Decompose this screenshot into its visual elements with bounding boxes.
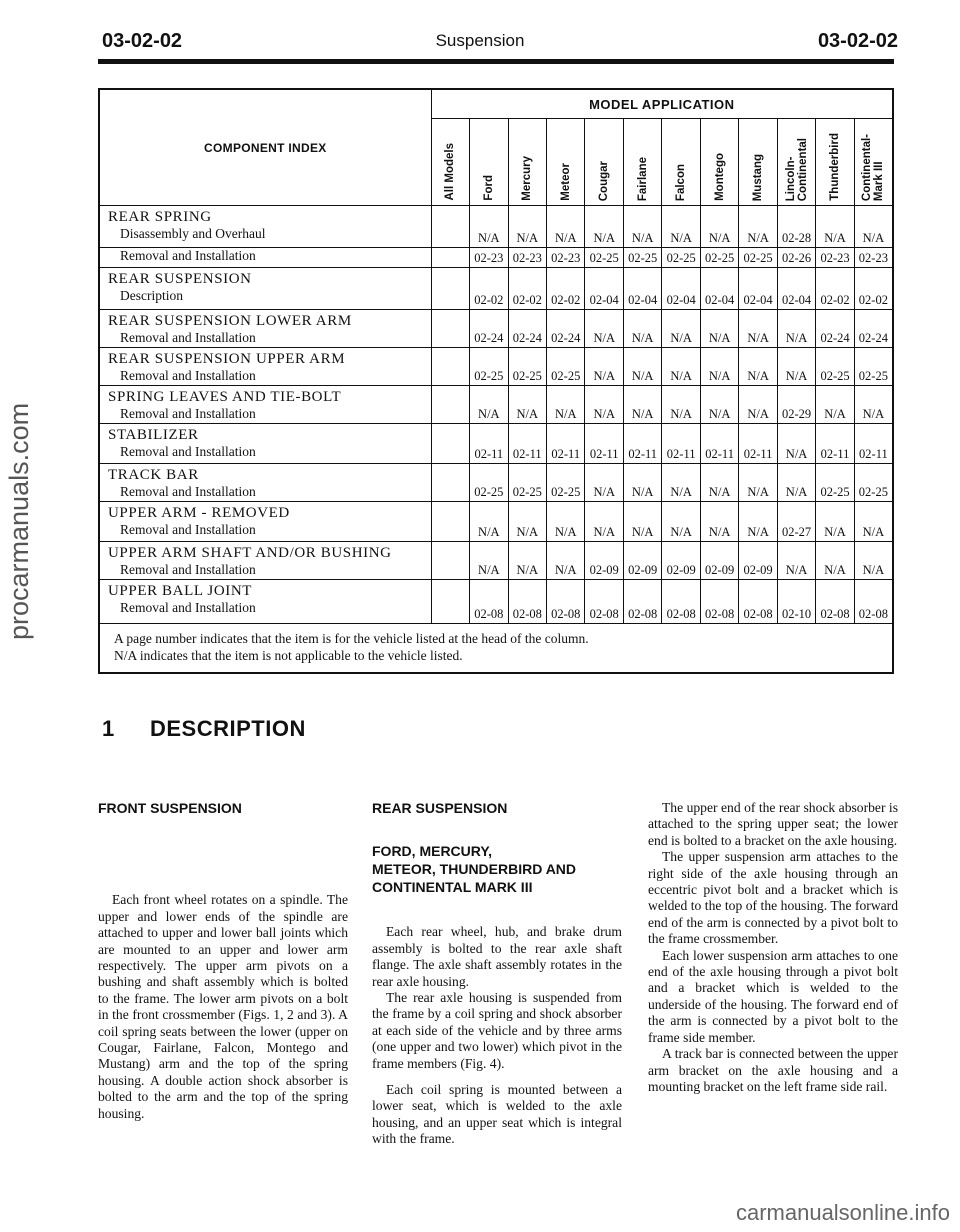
component-cell (99, 206, 431, 248)
page-ref-cell: 02-04 (777, 268, 815, 310)
component-category: REAR SUSPENSION UPPER ARM (108, 351, 346, 367)
page-ref-cell: N/A (816, 542, 854, 580)
page-ref-cell: N/A (585, 348, 623, 386)
page-ref-cell: N/A (470, 502, 508, 542)
page-ref-cell: 02-23 (547, 248, 585, 268)
page-ref-cell: 02-25 (508, 348, 546, 386)
page-ref-cell: N/A (585, 386, 623, 424)
page-ref-cell: N/A (623, 348, 661, 386)
component-procedure: Removal and Installation (120, 444, 256, 459)
page-ref-cell: N/A (508, 206, 546, 248)
model-name: Lincoln- Continental (784, 137, 809, 201)
page-ref-cell: 02-11 (739, 424, 777, 464)
page-ref-cell: N/A (700, 348, 738, 386)
page-ref-cell: 02-02 (816, 268, 854, 310)
component-category: REAR SUSPENSION (108, 271, 252, 287)
page-ref-cell: N/A (777, 464, 815, 502)
page-ref-cell: N/A (739, 206, 777, 248)
page-ref-cell: 02-08 (739, 580, 777, 624)
component-procedure: Description (120, 288, 183, 303)
page-ref-cell: 02-25 (662, 248, 700, 268)
model-name: Mustang (752, 153, 765, 201)
page-ref-cell: N/A (623, 310, 661, 348)
page-ref-cell: N/A (700, 386, 738, 424)
component-procedure: Removal and Installation (120, 368, 256, 383)
page-ref-cell: 02-23 (816, 248, 854, 268)
page-ref-cell: 02-09 (739, 542, 777, 580)
component-procedure: Removal and Installation (120, 600, 256, 615)
page-ref-cell: N/A (585, 310, 623, 348)
page-ref-cell: 02-23 (470, 248, 508, 268)
page-ref-cell: 02-11 (470, 424, 508, 464)
page-ref-cell: N/A (470, 542, 508, 580)
model-header-cell (854, 119, 893, 206)
col3-paragraph-3: Each lower suspension arm attaches to one end of the axle housing through a pivot bolt and a bracket which is welded to the underside of the housing. The forward end of the arm is connected by a pivot bolt to the frame side member. (648, 947, 898, 1045)
page-ref-cell: 02-04 (700, 268, 738, 310)
page-ref-cell: N/A (662, 206, 700, 248)
table-row (99, 248, 893, 268)
model-name: Ford (482, 175, 495, 201)
model-header-cell (431, 119, 469, 206)
table-row (99, 310, 893, 348)
all-models-cell (431, 386, 469, 424)
page-ref-cell: 02-02 (547, 268, 585, 310)
page-ref-cell: N/A (508, 386, 546, 424)
model-header-cell (508, 119, 546, 206)
section-number: 1 (102, 716, 115, 741)
front-suspension-heading: FRONT SUSPENSION (98, 800, 242, 816)
page-ref-cell: 02-11 (547, 424, 585, 464)
page-ref-cell: 02-09 (623, 542, 661, 580)
table-row (99, 464, 893, 502)
rear-models-subheading (372, 842, 622, 896)
component-cell (99, 464, 431, 502)
page-ref-cell: N/A (816, 502, 854, 542)
page-ref-cell: 02-23 (508, 248, 546, 268)
component-cell (99, 310, 431, 348)
page-ref-cell: 02-04 (739, 268, 777, 310)
subheading-line-2: METEOR, THUNDERBIRD AND (372, 861, 577, 878)
col3-paragraph-4: A track bar is connected between the upper arm bracket on the axle housing and a mounting bracket on the left frame side rail. (648, 1046, 898, 1094)
col3-paragraph-2: The upper suspension arm attaches to the right side of the axle housing through an eccentric pivot bolt and a bracket which is welded to the top of the housing. The forward end of the arm is connected by a pivot bolt to the frame crossmember. (648, 849, 898, 947)
page-ref-cell: 02-04 (623, 268, 661, 310)
component-cell (99, 502, 431, 542)
model-header-cell (700, 119, 738, 206)
page-ref-cell: 02-25 (585, 248, 623, 268)
page-title: Suspension (435, 31, 525, 50)
subheading-line-3: CONTINENTAL MARK III (372, 879, 533, 896)
page-ref-cell: 02-11 (816, 424, 854, 464)
page-ref-cell: 02-25 (623, 248, 661, 268)
table-note-row (99, 624, 893, 674)
model-application-header: MODEL APPLICATION (431, 89, 893, 119)
component-category: UPPER ARM SHAFT AND/OR BUSHING (108, 545, 392, 561)
page-ref-cell: N/A (816, 386, 854, 424)
model-header-cell (816, 119, 854, 206)
page-ref-cell: N/A (623, 206, 661, 248)
component-procedure: Removal and Installation (120, 562, 256, 577)
page-ref-cell: N/A (700, 502, 738, 542)
page-ref-cell: 02-04 (662, 268, 700, 310)
page-ref-cell: 02-11 (623, 424, 661, 464)
subheading-line-1: FORD, MERCURY, (372, 843, 493, 860)
page-ref-cell: N/A (854, 502, 893, 542)
page-ref-cell: 02-09 (700, 542, 738, 580)
page-ref-cell: 02-27 (777, 502, 815, 542)
page-ref-cell: 02-24 (470, 310, 508, 348)
page-ref-cell: N/A (739, 502, 777, 542)
section-title: DESCRIPTION (150, 716, 306, 741)
page-ref-cell: 02-08 (816, 580, 854, 624)
page-ref-cell: N/A (816, 206, 854, 248)
all-models-cell (431, 542, 469, 580)
component-category: REAR SPRING (108, 209, 212, 225)
model-header-cell (623, 119, 661, 206)
page-ref-cell: 02-25 (700, 248, 738, 268)
table-row (99, 502, 893, 542)
page-ref-cell: 02-24 (547, 310, 585, 348)
page-ref-cell: 02-02 (854, 268, 893, 310)
note-line-1: A page number indicates that the item is for the vehicle listed at the head of the column. (114, 631, 589, 646)
page-ref-cell: 02-25 (854, 464, 893, 502)
page-ref-cell: N/A (623, 386, 661, 424)
page-ref-cell: N/A (662, 464, 700, 502)
page-ref-cell: 02-08 (662, 580, 700, 624)
side-watermark: procarmanuals.com (4, 402, 34, 640)
model-name: Continental- Mark III (861, 133, 886, 201)
model-name: Fairlane (636, 156, 649, 201)
table-row (99, 206, 893, 248)
component-cell (99, 268, 431, 310)
page-number-left: 03-02-02 (102, 30, 183, 52)
component-cell (99, 386, 431, 424)
page-ref-cell: 02-02 (470, 268, 508, 310)
model-name: Falcon (675, 163, 688, 201)
front-paragraph-1: Each front wheel rotates on a spindle. The upper and lower ends of the spindle are attached to upper and lower ball joints which are mounted to an upper and lower arm respectively. The upper arm pivots on a bushing and shaft assembly which is bolted to the frame. The lower arm pivots on a bolt in the front crossmember (Figs. 1, 2 and 3). A coil spring seats between the lower (upper on Cougar, Fairlane, Falcon, Montego and Mustang) arm and the top of the spring housing. A double action shock absorber is bolted to the arm and the top of the spring housing. (98, 892, 348, 1121)
page-ref-cell: N/A (547, 542, 585, 580)
page-ref-cell: 02-25 (547, 464, 585, 502)
page-ref-cell: 02-25 (470, 464, 508, 502)
component-category: TRACK BAR (108, 467, 199, 483)
section-heading (102, 716, 306, 742)
bottom-watermark: carmanualsonline.info (735, 1200, 950, 1225)
page-ref-cell: N/A (470, 386, 508, 424)
page-ref-cell: N/A (739, 310, 777, 348)
page-ref-cell: N/A (508, 502, 546, 542)
rear-suspension-column (372, 800, 622, 1148)
page-ref-cell: N/A (547, 386, 585, 424)
rear-paragraph-1: Each rear wheel, hub, and brake drum assembly is bolted to the rear axle shaft flange. The axle shaft assembly rotates in the rear axle housing. (372, 924, 622, 989)
component-category: STABILIZER (108, 427, 199, 443)
note-line-2: N/A indicates that the item is not applicable to the vehicle listed. (114, 648, 463, 663)
page-ref-cell: N/A (700, 310, 738, 348)
header-rule (98, 59, 894, 64)
page-ref-cell: 02-25 (547, 348, 585, 386)
model-name: All Models (444, 143, 457, 201)
all-models-cell (431, 464, 469, 502)
page-ref-cell: N/A (739, 386, 777, 424)
component-cell (99, 542, 431, 580)
page-ref-cell: N/A (854, 386, 893, 424)
table-row (99, 424, 893, 464)
page-ref-cell: N/A (739, 348, 777, 386)
page-ref-cell: 02-24 (508, 310, 546, 348)
model-name: Mercury (521, 156, 534, 201)
page-ref-cell: 02-25 (854, 348, 893, 386)
page-ref-cell: N/A (777, 424, 815, 464)
model-name: Montego (713, 153, 726, 201)
table-row (99, 386, 893, 424)
page-ref-cell: 02-08 (623, 580, 661, 624)
component-procedure: Disassembly and Overhaul (120, 226, 266, 241)
table-body (99, 206, 893, 674)
page-ref-cell: 02-25 (739, 248, 777, 268)
all-models-cell (431, 348, 469, 386)
component-procedure: Removal and Installation (120, 522, 256, 537)
component-cell (99, 424, 431, 464)
page-ref-cell: 02-23 (854, 248, 893, 268)
page-ref-cell: 02-25 (816, 348, 854, 386)
component-procedure: Removal and Installation (120, 248, 256, 263)
page-ref-cell: N/A (585, 502, 623, 542)
component-procedure: Removal and Installation (120, 330, 256, 345)
table-row (99, 268, 893, 310)
component-category: REAR SUSPENSION LOWER ARM (108, 313, 352, 329)
page-ref-cell: N/A (585, 206, 623, 248)
model-name: Cougar (598, 160, 611, 201)
component-index-table (98, 88, 894, 674)
page-ref-cell: N/A (623, 502, 661, 542)
table-row (99, 580, 893, 624)
all-models-cell (431, 424, 469, 464)
page-ref-cell: N/A (662, 386, 700, 424)
rear-paragraph-2: The rear axle housing is suspended from the frame by a coil spring and shock absorber at each side of the vehicle and by three arms (one upper and two lower) which pivot in the frame members (Fig. 4). (372, 990, 622, 1071)
all-models-cell (431, 502, 469, 542)
page-ref-cell: N/A (854, 542, 893, 580)
all-models-cell (431, 310, 469, 348)
all-models-cell (431, 580, 469, 624)
model-name: Meteor (559, 163, 572, 201)
page-ref-cell: N/A (739, 464, 777, 502)
page-ref-cell: N/A (508, 542, 546, 580)
page-ref-cell: 02-09 (662, 542, 700, 580)
model-header-cell (662, 119, 700, 206)
all-models-cell (431, 268, 469, 310)
page-ref-cell: N/A (547, 206, 585, 248)
component-index-header: COMPONENT INDEX (99, 89, 431, 206)
page-ref-cell: 02-08 (470, 580, 508, 624)
page-ref-cell: 02-08 (700, 580, 738, 624)
page-ref-cell: 02-25 (816, 464, 854, 502)
page-ref-cell: N/A (777, 348, 815, 386)
page-ref-cell: 02-11 (662, 424, 700, 464)
model-header-cell (585, 119, 623, 206)
page-number-right: 03-02-02 (817, 30, 898, 52)
col3-paragraph-1: The upper end of the rear shock absorber is attached to the spring upper seat; the lower end is bolted to a bracket on the axle housing. (648, 800, 898, 848)
page-ref-cell: 02-02 (508, 268, 546, 310)
rear-suspension-heading: REAR SUSPENSION (372, 800, 508, 816)
page-ref-cell: N/A (700, 206, 738, 248)
all-models-cell (431, 206, 469, 248)
table-note (99, 624, 893, 674)
page-ref-cell: 02-25 (508, 464, 546, 502)
component-category: UPPER ARM - REMOVED (108, 505, 290, 521)
page-ref-cell: 02-28 (777, 206, 815, 248)
page-ref-cell: N/A (470, 206, 508, 248)
page-ref-cell: 02-11 (508, 424, 546, 464)
model-header-cell (547, 119, 585, 206)
page-ref-cell: N/A (777, 310, 815, 348)
page-ref-cell: 02-29 (777, 386, 815, 424)
model-header-cell (470, 119, 508, 206)
model-header-cell (739, 119, 777, 206)
page-ref-cell: N/A (662, 310, 700, 348)
model-name: Thunderbird (829, 133, 842, 201)
component-cell (99, 348, 431, 386)
rear-detail-column (648, 800, 898, 1095)
model-header-cell (777, 119, 815, 206)
component-procedure: Removal and Installation (120, 484, 256, 499)
page-ref-cell: 02-24 (854, 310, 893, 348)
page-ref-cell: N/A (662, 348, 700, 386)
page-ref-cell: 02-25 (470, 348, 508, 386)
page-ref-cell: 02-24 (816, 310, 854, 348)
component-cell (99, 580, 431, 624)
component-cell (99, 248, 431, 268)
page-ref-cell: 02-09 (585, 542, 623, 580)
table-row (99, 542, 893, 580)
page-ref-cell: N/A (623, 464, 661, 502)
rear-paragraph-3: Each coil spring is mounted between a lower seat, which is welded to the axle housing, and an upper seat which is integral with the frame. (372, 1082, 622, 1147)
page-ref-cell: N/A (547, 502, 585, 542)
front-suspension-column (98, 800, 348, 1122)
component-category: SPRING LEAVES AND TIE-BOLT (108, 389, 342, 405)
page-ref-cell: 02-08 (547, 580, 585, 624)
page-ref-cell: N/A (777, 542, 815, 580)
table-row (99, 348, 893, 386)
page-ref-cell: N/A (662, 502, 700, 542)
all-models-cell (431, 248, 469, 268)
page-ref-cell: 02-04 (585, 268, 623, 310)
page-ref-cell: 02-26 (777, 248, 815, 268)
page-ref-cell: N/A (854, 206, 893, 248)
component-category: UPPER BALL JOINT (108, 583, 253, 599)
page-ref-cell: 02-11 (585, 424, 623, 464)
page-ref-cell: 02-10 (777, 580, 815, 624)
page-ref-cell: 02-11 (854, 424, 893, 464)
component-procedure: Removal and Installation (120, 406, 256, 421)
page-ref-cell: 02-08 (508, 580, 546, 624)
page-ref-cell: 02-08 (854, 580, 893, 624)
page-ref-cell: N/A (700, 464, 738, 502)
page-ref-cell: N/A (585, 464, 623, 502)
page-ref-cell: 02-11 (700, 424, 738, 464)
page-ref-cell: 02-08 (585, 580, 623, 624)
